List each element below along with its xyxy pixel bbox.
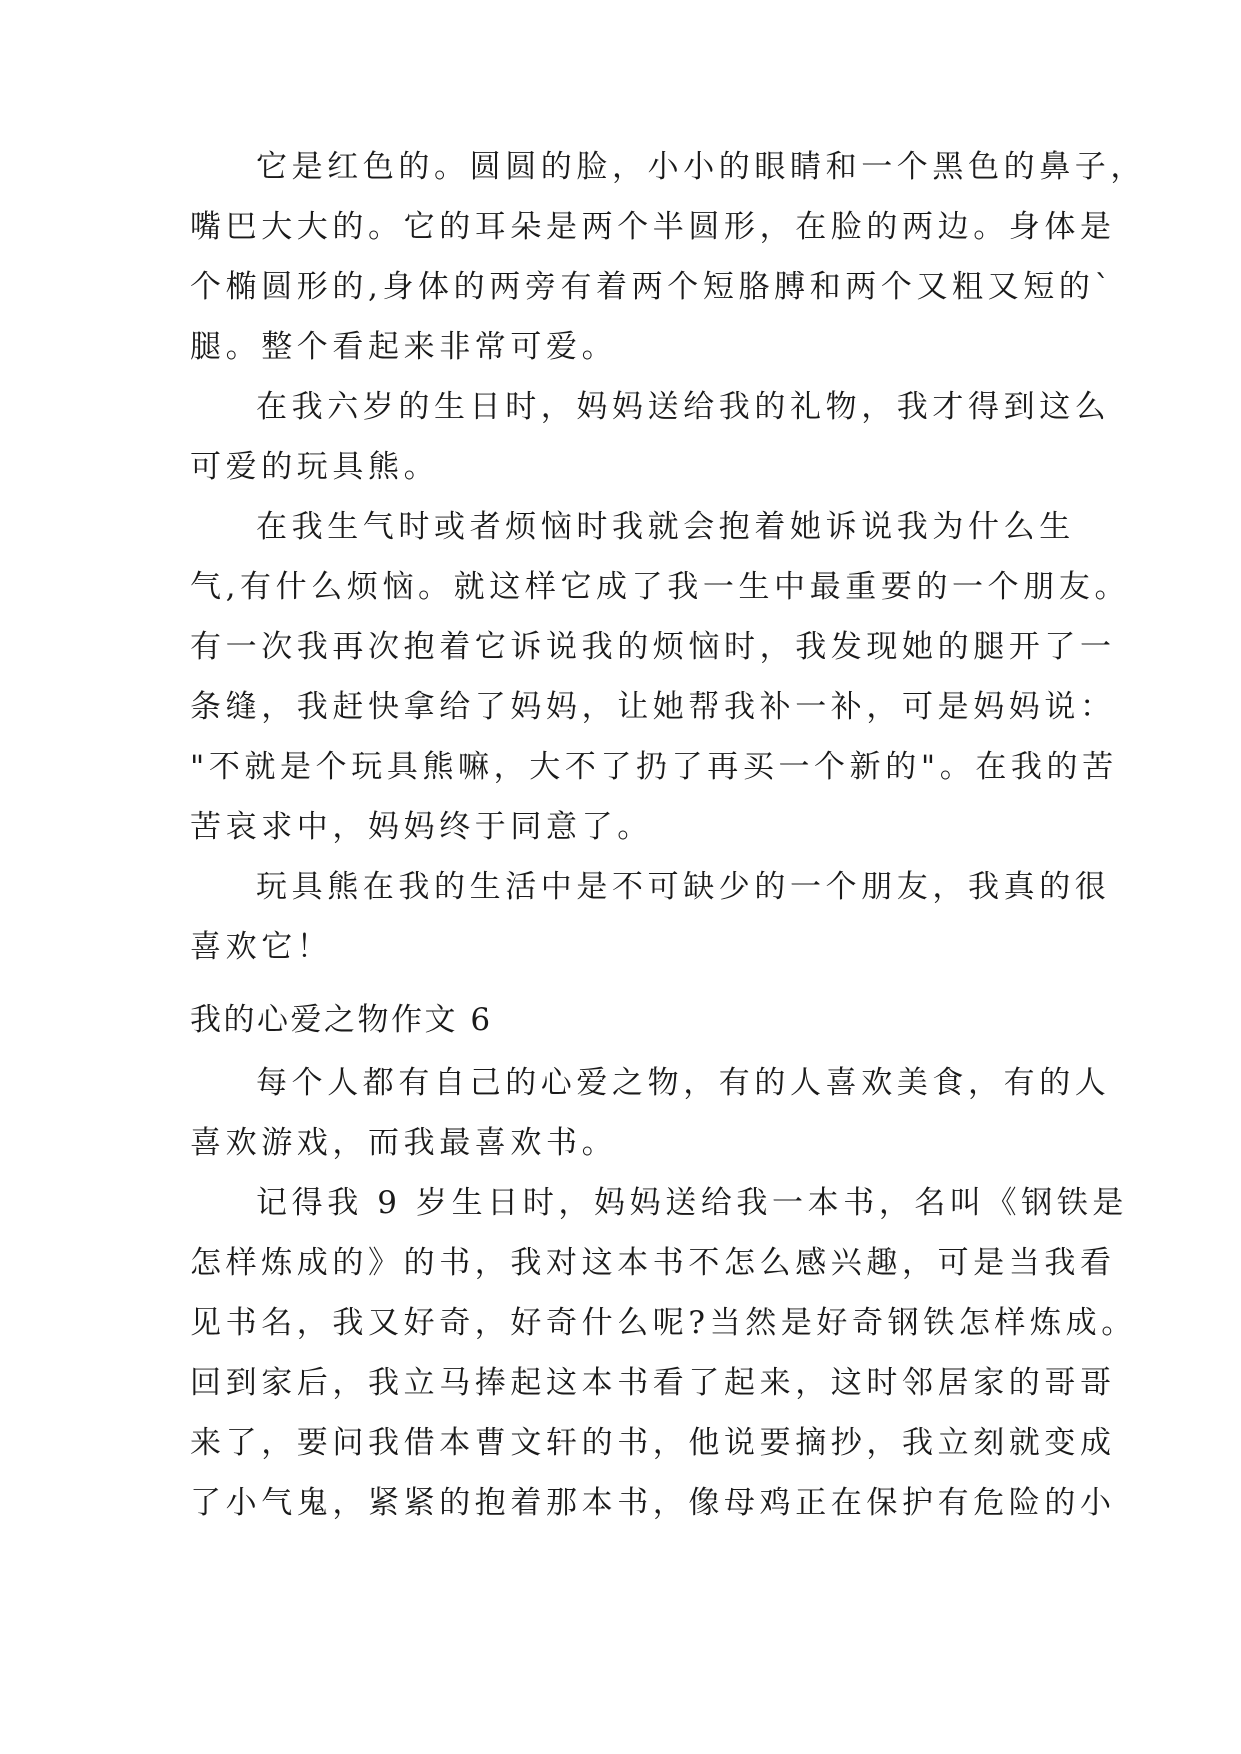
paragraph-line: 它是红色的。圆圆的脸，小小的眼睛和一个黑色的鼻子， [256,149,1146,185]
paragraph-line: "不就是个玩具熊嘛，大不了扔了再买一个新的"。在我的苦 [190,749,1118,785]
paragraph-line: 每个人都有自己的心爱之物，有的人喜欢美食，有的人 [256,1065,1111,1101]
essay-heading: 我的心爱之物作文 6 [190,1002,493,1038]
paragraph-line: 在我六岁的生日时，妈妈送给我的礼物，我才得到这么 [256,389,1111,425]
paragraph-line: 喜欢游戏，而我最喜欢书。 [190,1125,618,1161]
paragraph-line: 喜欢它！ [190,929,333,965]
paragraph-line: 个椭圆形的,身体的两旁有着两个短胳膊和两个又粗又短的` [190,269,1115,305]
paragraph-line: 回到家后，我立马捧起这本书看了起来，这时邻居家的哥哥 [190,1365,1116,1401]
paragraph-line: 来了，要问我借本曹文轩的书，他说要摘抄，我立刻就变成 [190,1425,1116,1461]
paragraph-line: 苦哀求中，妈妈终于同意了。 [190,809,653,845]
paragraph-line: 见书名，我又好奇，好奇什么呢?当然是好奇钢铁怎样炼成。 [190,1305,1137,1341]
paragraph-line: 腿。整个看起来非常可爱。 [190,329,618,365]
paragraph-line: 气,有什么烦恼。就这样它成了我一生中最重要的一个朋友。 [190,569,1131,605]
paragraph-line: 嘴巴大大的。它的耳朵是两个半圆形，在脸的两边。身体是 [190,209,1116,245]
essay-heading-block [190,990,1070,1050]
paragraph-line: 记得我 9 岁生日时，妈妈送给我一本书，名叫《钢铁是 [256,1185,1129,1221]
paragraph-line: 在我生气时或者烦恼时我就会抱着她诉说我为什么生 [256,509,1075,545]
essay-section-teddy-bear [190,137,1146,977]
paragraph-line: 了小气鬼，紧紧的抱着那本书，像母鸡正在保护有危险的小 [190,1485,1116,1521]
paragraph-line: 可爱的玩具熊。 [190,449,440,485]
paragraph-line: 有一次我再次抱着它诉说我的烦恼时，我发现她的腿开了一 [190,629,1116,665]
paragraph-line: 玩具熊在我的生活中是不可缺少的一个朋友，我真的很 [256,869,1111,905]
paragraph-line: 条缝，我赶快拿给了妈妈，让她帮我补一补，可是妈妈说： [190,689,1116,725]
essay-section-favorite-book [190,1053,1137,1533]
paragraph-line: 怎样炼成的》的书，我对这本书不怎么感兴趣，可是当我看 [190,1245,1116,1281]
